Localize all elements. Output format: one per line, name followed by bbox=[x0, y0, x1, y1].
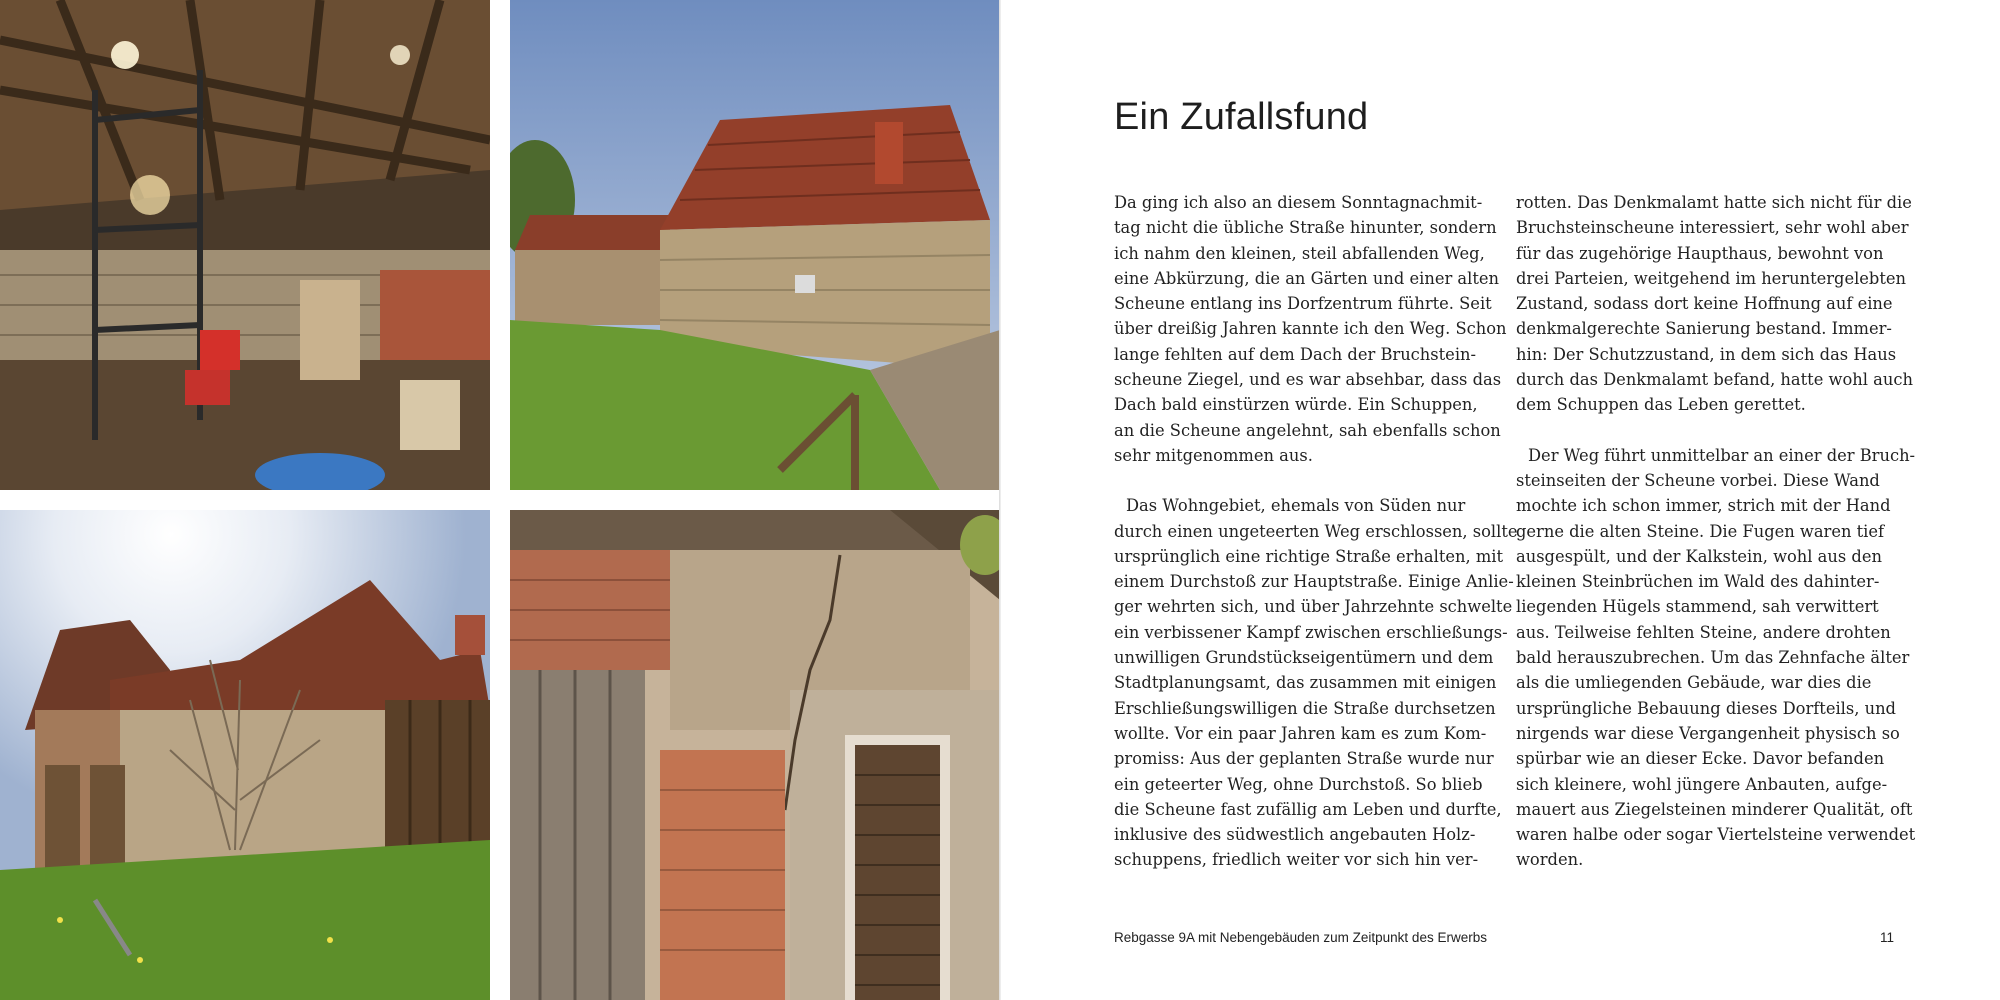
barn-exterior-photo bbox=[510, 0, 1000, 490]
text-line: bald herauszubrechen. Um das Zehnfache älter bbox=[1516, 648, 1910, 668]
page-gutter bbox=[999, 0, 1001, 1000]
cracked-wall-photo bbox=[510, 510, 1000, 1000]
attic-interior-photo bbox=[0, 0, 490, 490]
text-line: unwilligen Grundstückseigentümern und dem bbox=[1114, 648, 1494, 668]
text-line: Bruchsteinscheune interessiert, sehr wohl aber bbox=[1516, 218, 1909, 238]
text-line: durch das Denkmalamt befand, hatte wohl auch bbox=[1516, 370, 1913, 390]
text-line: steinseiten der Scheune vorbei. Diese Wand bbox=[1516, 470, 1880, 490]
paragraph bbox=[1114, 493, 1518, 872]
photo-caption: Rebgasse 9A mit Nebengebäuden zum Zeitpunkt des Erwerbs bbox=[1114, 930, 1487, 945]
text-line: inklusive des südwestlich angebauten Holz- bbox=[1114, 825, 1476, 845]
text-line: an die Scheune angelehnt, sah ebenfalls schon bbox=[1114, 420, 1501, 440]
text-line: waren halbe oder sogar Viertelsteine verwendet bbox=[1516, 825, 1916, 845]
barn-backyard-photo bbox=[0, 510, 490, 1000]
text-line: spürbar wie an dieser Ecke. Davor befanden bbox=[1516, 749, 1885, 769]
text-line: Dach bald einstürzen würde. Ein Schuppen, bbox=[1114, 395, 1478, 415]
text-line: Zustand, sodass dort keine Hoffnung auf eine bbox=[1516, 294, 1893, 314]
paragraph bbox=[1114, 190, 1507, 468]
text-line: Erschließungswilligen die Straße durchsetzen bbox=[1114, 698, 1496, 718]
text-line: ger wehrten sich, und über Jahrzehnte schwelte bbox=[1114, 597, 1513, 617]
chapter-heading: Ein Zufallsfund bbox=[1114, 96, 1369, 138]
text-line: aus. Teilweise fehlten Steine, andere drohten bbox=[1516, 622, 1891, 642]
text-line: ursprüngliche Bebauung dieses Dorfteils, und bbox=[1516, 698, 1896, 718]
text-line: wollte. Vor ein paar Jahren kam es zum Kom- bbox=[1114, 723, 1487, 743]
text-line: mochte ich schon immer, strich mit der Hand bbox=[1516, 496, 1891, 516]
text-line: drei Parteien, weitgehend im heruntergelebten bbox=[1516, 268, 1907, 288]
text-line: kleinen Steinbrüchen im Wald des dahinter- bbox=[1516, 572, 1880, 592]
text-line: ursprünglich eine richtige Straße erhalten, mit bbox=[1114, 546, 1504, 566]
text-line: Scheune entlang ins Dorfzentrum führte. Seit bbox=[1114, 294, 1492, 314]
text-line: scheune Ziegel, und es war absehbar, dass das bbox=[1114, 370, 1502, 390]
text-line: mauert aus Ziegelsteinen minderer Qualität, oft bbox=[1516, 799, 1913, 819]
text-line: ich nahm den kleinen, steil abfallenden Weg, bbox=[1114, 243, 1485, 263]
text-line: denkmalgerechte Sanierung bestand. Immer- bbox=[1516, 319, 1892, 339]
text-column-right bbox=[1516, 190, 1916, 873]
text-line: schuppens, friedlich weiter vor sich hin ver- bbox=[1114, 850, 1479, 870]
text-line: einem Durchstoß zur Hauptstraße. Einige Anlie- bbox=[1114, 572, 1514, 592]
text-line: gerne die alten Steine. Die Fugen waren tief bbox=[1516, 521, 1885, 541]
text-line: ein verbissener Kampf zwischen erschließungs- bbox=[1114, 622, 1508, 642]
text-line: ein geteerter Weg, ohne Durchstoß. So blieb bbox=[1114, 774, 1483, 794]
text-line: rotten. Das Denkmalamt hatte sich nicht für die bbox=[1516, 193, 1912, 212]
paragraph bbox=[1516, 443, 1916, 873]
text-line: über dreißig Jahren kannte ich den Weg. Schon bbox=[1114, 319, 1507, 339]
text-line: hin: Der Schutzzustand, in dem sich das Haus bbox=[1516, 344, 1897, 364]
text-line: lange fehlten auf dem Dach der Bruchstein- bbox=[1114, 344, 1477, 364]
text-line: Der Weg führt unmittelbar an einer der Bruch- bbox=[1528, 445, 1916, 465]
page-number: 11 bbox=[1880, 930, 1895, 945]
text-line: als die umliegenden Gebäude, war dies die bbox=[1516, 673, 1872, 693]
text-line: Stadtplanungsamt, das zusammen mit einigen bbox=[1114, 673, 1497, 693]
text-line: liegenden Hügels stammend, sah verwittert bbox=[1516, 597, 1879, 617]
text-line: promiss: Aus der geplanten Straße wurde nur bbox=[1114, 749, 1494, 769]
text-line: für das zugehörige Haupthaus, bewohnt von bbox=[1516, 243, 1884, 263]
text-line: worden. bbox=[1516, 850, 1584, 870]
text-line: Da ging ich also an diesem Sonntagnachmit- bbox=[1114, 193, 1483, 212]
text-line: eine Abkürzung, die an Gärten und einer alten bbox=[1114, 268, 1499, 288]
text-line: dem Schuppen das Leben gerettet. bbox=[1516, 395, 1806, 415]
text-line: tag nicht die übliche Straße hinunter, sondern bbox=[1114, 218, 1497, 238]
text-line: ausgespült, und der Kalkstein, wohl aus den bbox=[1516, 546, 1882, 566]
text-line: sehr mitgenommen aus. bbox=[1114, 445, 1313, 465]
text-line: die Scheune fast zufällig am Leben und durfte, bbox=[1114, 799, 1502, 819]
text-line: durch einen ungeteerten Weg erschlossen, sollte bbox=[1114, 521, 1518, 541]
text-line: nirgends war diese Vergangenheit physisch so bbox=[1516, 723, 1900, 743]
text-line: sich kleinere, wohl jüngere Anbauten, aufge- bbox=[1516, 774, 1888, 794]
text-column-left bbox=[1114, 190, 1518, 873]
text-line: Das Wohngebiet, ehemals von Süden nur bbox=[1126, 496, 1466, 516]
paragraph bbox=[1516, 190, 1913, 418]
